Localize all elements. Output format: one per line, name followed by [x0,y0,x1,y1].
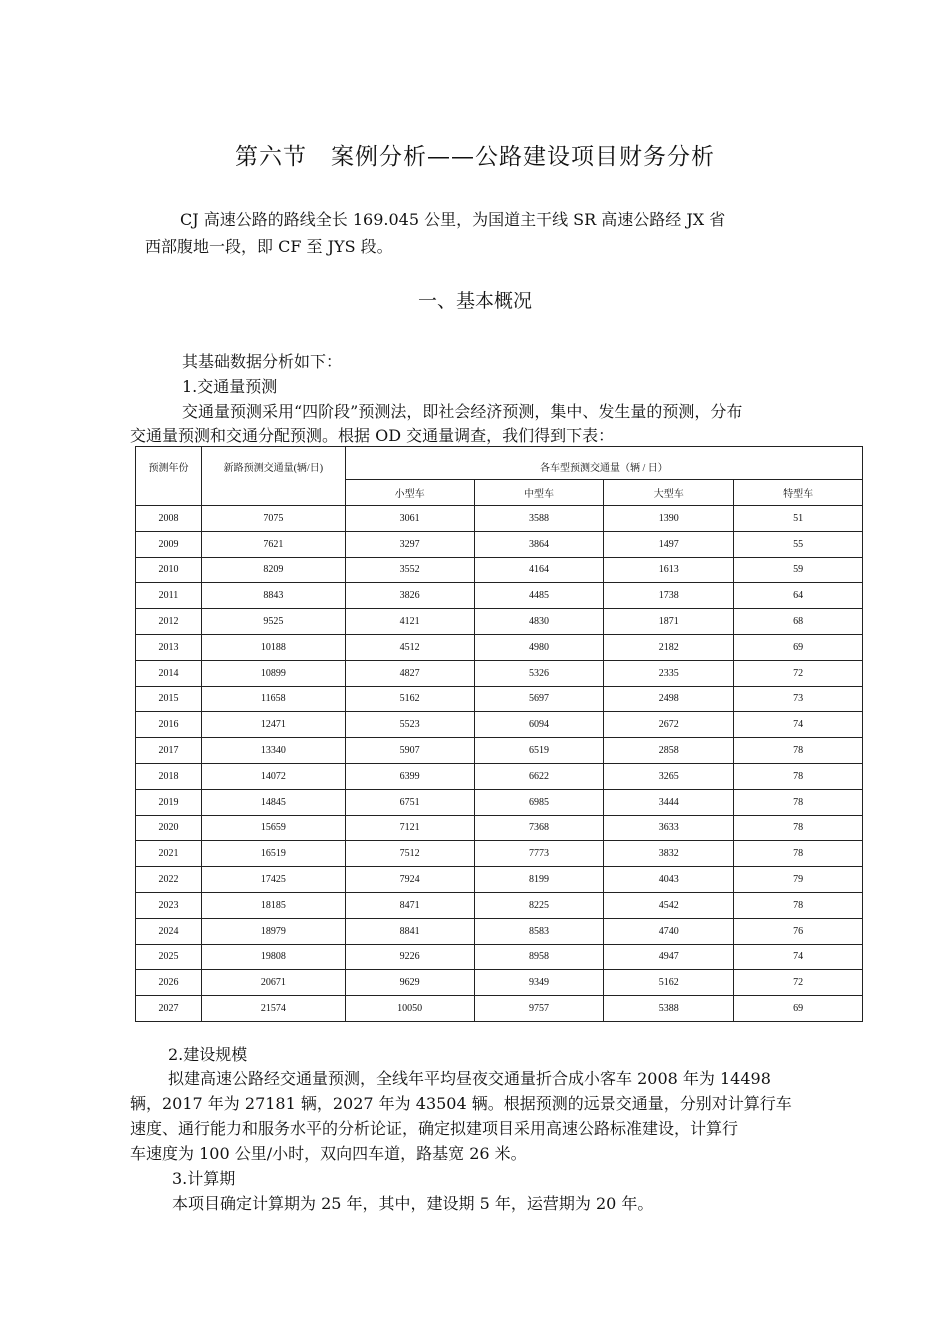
cell: 68 [734,609,863,635]
table-row [136,841,863,867]
cell: 79 [734,867,863,893]
cell: 78 [734,892,863,918]
cell: 3588 [474,506,604,532]
table-row [136,609,863,635]
cell: 5388 [604,996,734,1022]
cell: 5523 [345,712,474,738]
table-row [136,815,863,841]
cell: 3552 [345,557,474,583]
cell: 7512 [345,841,474,867]
cell: 9226 [345,944,474,970]
cell: 2020 [136,815,202,841]
cell: 14072 [201,763,345,789]
cell: 14845 [201,789,345,815]
cell: 76 [734,918,863,944]
cell: 2010 [136,557,202,583]
cell: 3864 [474,531,604,557]
table-row [136,970,863,996]
cell: 2182 [604,634,734,660]
cell: 2672 [604,712,734,738]
section-heading-basic-overview: 一、基本概况 [417,290,532,312]
header-small-vehicle: 小型车 [345,480,474,506]
table-row [136,531,863,557]
cell: 2858 [604,738,734,764]
cell: 2021 [136,841,202,867]
table-row [136,686,863,712]
header-year: 预测年份 [136,447,202,506]
cell: 1390 [604,506,734,532]
cell: 15659 [201,815,345,841]
cell: 74 [734,712,863,738]
table-row [136,506,863,532]
cell: 72 [734,660,863,686]
cell: 4947 [604,944,734,970]
cell: 18979 [201,918,345,944]
cell: 4830 [474,609,604,635]
cell: 11658 [201,686,345,712]
cell: 1738 [604,583,734,609]
cell: 5907 [345,738,474,764]
cell: 18185 [201,892,345,918]
cell: 2025 [136,944,202,970]
table-row [136,944,863,970]
cell: 2027 [136,996,202,1022]
cell: 17425 [201,867,345,893]
header-special-vehicle: 特型车 [734,480,863,506]
cell: 2023 [136,892,202,918]
cell: 19808 [201,944,345,970]
cell: 2009 [136,531,202,557]
table-row [136,918,863,944]
cell: 7773 [474,841,604,867]
cell: 2015 [136,686,202,712]
cell: 8841 [345,918,474,944]
cell: 2012 [136,609,202,635]
cell: 2498 [604,686,734,712]
cell: 4512 [345,634,474,660]
cell: 74 [734,944,863,970]
cell: 3444 [604,789,734,815]
cell: 12471 [201,712,345,738]
cell: 1871 [604,609,734,635]
header-vehicle-type-group: 各车型预测交通量（辆 / 日） [345,447,862,480]
cell: 5697 [474,686,604,712]
cell: 78 [734,738,863,764]
cell: 8225 [474,892,604,918]
cell: 5162 [604,970,734,996]
cell: 6519 [474,738,604,764]
cell: 51 [734,506,863,532]
table-row [136,660,863,686]
cell: 2008 [136,506,202,532]
cell: 2335 [604,660,734,686]
cell: 3826 [345,583,474,609]
subheading-traffic-forecast: 1.交通量预测 [182,377,278,396]
calculation-period-text: 本项目确定计算期为 25 年，其中，建设期 5 年，运营期为 20 年。 [172,1194,654,1213]
cell: 1497 [604,531,734,557]
table-row [136,867,863,893]
cell: 2016 [136,712,202,738]
cell: 72 [734,970,863,996]
cell: 69 [734,634,863,660]
cell: 7121 [345,815,474,841]
table-row [136,634,863,660]
cell: 2018 [136,763,202,789]
header-total-volume: 新路预测交通量(辆/日) [201,447,345,506]
cell: 16519 [201,841,345,867]
cell: 2014 [136,660,202,686]
cell: 2026 [136,970,202,996]
cell: 4485 [474,583,604,609]
header-medium-vehicle: 中型车 [474,480,604,506]
cell: 4121 [345,609,474,635]
cell: 2011 [136,583,202,609]
construction-scale-line-1: 拟建高速公路经交通量预测，全线年平均昼夜交通量折合成小客车 2008 年为 14498 [168,1069,771,1088]
cell: 64 [734,583,863,609]
cell: 9525 [201,609,345,635]
construction-scale-line-4: 车速度为 100 公里/小时，双向四车道，路基宽 26 米。 [130,1144,527,1163]
cell: 78 [734,789,863,815]
table-row [136,557,863,583]
subheading-construction-scale: 2.建设规模 [168,1045,248,1064]
traffic-method-line-2: 交通量预测和交通分配预测。根据 OD 交通量调查，我们得到下表： [130,426,615,445]
cell: 3633 [604,815,734,841]
cell: 9629 [345,970,474,996]
cell: 2017 [136,738,202,764]
cell: 8583 [474,918,604,944]
cell: 7368 [474,815,604,841]
cell: 59 [734,557,863,583]
cell: 3265 [604,763,734,789]
cell: 8958 [474,944,604,970]
construction-scale-line-3: 速度、通行能力和服务水平的分析论证，确定拟建项目采用高速公路标准建设，计算行 [130,1119,739,1138]
table-row [136,789,863,815]
cell: 10188 [201,634,345,660]
cell: 2019 [136,789,202,815]
header-large-vehicle: 大型车 [604,480,734,506]
intro-paragraph-line-1: CJ 高速公路的路线全长 169.045 公里，为国道主干线 SR 高速公路经 JX 省 [180,210,726,229]
cell: 2013 [136,634,202,660]
cell: 78 [734,763,863,789]
cell: 1613 [604,557,734,583]
cell: 21574 [201,996,345,1022]
intro-paragraph-line-2: 西部腹地一段，即 CF 至 JYS 段。 [145,237,393,256]
table-row [136,738,863,764]
cell: 3297 [345,531,474,557]
subheading-calculation-period: 3.计算期 [172,1169,236,1188]
cell: 3832 [604,841,734,867]
cell: 9349 [474,970,604,996]
cell: 4164 [474,557,604,583]
cell: 4043 [604,867,734,893]
table-row [136,583,863,609]
cell: 2022 [136,867,202,893]
traffic-forecast-table [135,446,863,1022]
cell: 10899 [201,660,345,686]
cell: 6094 [474,712,604,738]
cell: 5162 [345,686,474,712]
cell: 78 [734,841,863,867]
cell: 6985 [474,789,604,815]
construction-scale-line-2: 辆，2017 年为 27181 辆，2027 年为 43504 辆。根据预测的远景交通量，分别对计算行车 [130,1094,792,1113]
cell: 10050 [345,996,474,1022]
cell: 9757 [474,996,604,1022]
cell: 5326 [474,660,604,686]
cell: 8209 [201,557,345,583]
cell: 3061 [345,506,474,532]
table-row [136,763,863,789]
cell: 6622 [474,763,604,789]
traffic-method-line-1: 交通量预测采用“四阶段”预测法，即社会经济预测，集中、发生量的预测，分布 [182,402,743,421]
cell: 6751 [345,789,474,815]
cell: 55 [734,531,863,557]
cell: 4827 [345,660,474,686]
cell: 4542 [604,892,734,918]
table-row [136,712,863,738]
cell: 7075 [201,506,345,532]
cell: 8471 [345,892,474,918]
cell: 78 [734,815,863,841]
cell: 4740 [604,918,734,944]
cell: 69 [734,996,863,1022]
cell: 8199 [474,867,604,893]
cell: 8843 [201,583,345,609]
cell: 13340 [201,738,345,764]
basic-data-intro: 其基础数据分析如下： [182,352,343,371]
cell: 7924 [345,867,474,893]
table-row [136,996,863,1022]
cell: 7621 [201,531,345,557]
page-title: 第六节 案例分析——公路建设项目财务分析 [235,144,715,170]
cell: 73 [734,686,863,712]
cell: 20671 [201,970,345,996]
cell: 6399 [345,763,474,789]
table-row [136,892,863,918]
cell: 2024 [136,918,202,944]
cell: 4980 [474,634,604,660]
